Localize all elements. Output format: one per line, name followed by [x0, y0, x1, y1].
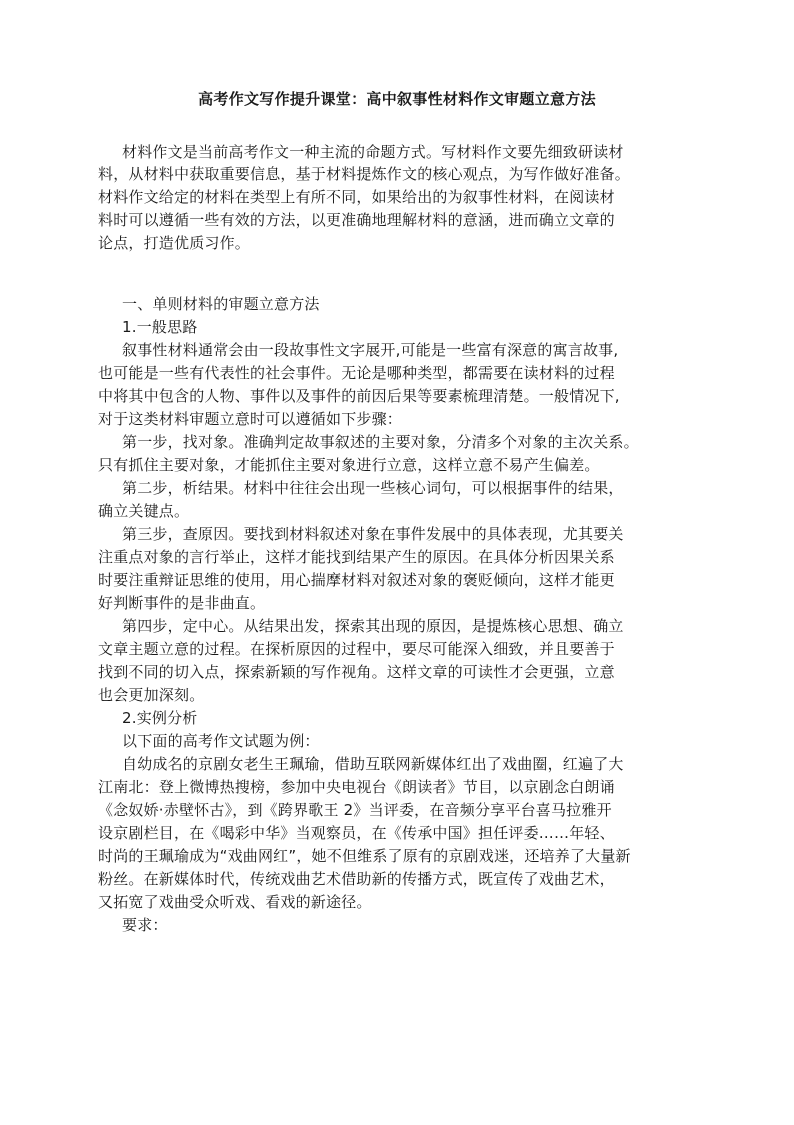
- document-title: 高考作文写作提升课堂：高中叙事性材料作文审题立意方法: [198, 90, 596, 108]
- requirements-label: 要求：: [122, 916, 168, 934]
- paragraph-line: 找到不同的切入点，探索新颖的写作视角。这样文章的可读性才会更强，立意: [98, 663, 615, 681]
- paragraph-line: 以下面的高考作文试题为例：: [122, 732, 320, 750]
- subsection-heading: 1.一般思路: [122, 318, 198, 336]
- paragraph-line: 粉丝。在新媒体时代，传统戏曲艺术借助新的传播方式，既宣传了戏曲艺术，: [98, 870, 615, 888]
- paragraph-line: 材料作文给定的材料在类型上有所不同，如果给出的为叙事性材料，在阅读材: [98, 188, 615, 206]
- paragraph-line: 也可能是一些有代表性的社会事件。无论是哪种类型，都需要在读材料的过程: [98, 364, 615, 382]
- paragraph-line: 文章主题立意的过程。在探析原因的过程中，要尽可能深入细致，并且要善于: [98, 640, 615, 658]
- paragraph-line: 料，从材料中获取重要信息，基于材料提炼作文的核心观点，为写作做好准备。: [98, 165, 631, 183]
- paragraph-line: 对于这类材料审题立意时可以遵循如下步骤：: [98, 410, 403, 428]
- paragraph-line: 第一步，找对象。准确判定故事叙述的主要对象，分清多个对象的主次关系。: [122, 433, 639, 451]
- paragraph-line: 料时可以遵循一些有效的方法，以更准确地理解材料的意涵，进而确立文章的: [98, 211, 615, 229]
- paragraph-line: 注重点对象的言行举止，这样才能找到结果产生的原因。在具体分析因果关系: [98, 548, 615, 566]
- paragraph-line: 也会更加深刻。: [98, 686, 205, 704]
- paragraph-line: 时要注重辩证思维的使用，用心揣摩材料对叙述对象的褒贬倾向，这样才能更: [98, 571, 615, 589]
- paragraph-line: 《念奴娇·赤壁怀古》，到《跨界歌王 2》当评委，在音频分享平台喜马拉雅开: [98, 801, 612, 819]
- paragraph-line: 第三步，查原因。要找到材料叙述对象在事件发展中的具体表现，尤其要关: [122, 525, 624, 543]
- section-heading: 一、单则材料的审题立意方法: [122, 295, 320, 313]
- paragraph-line: 第二步，析结果。材料中往往会出现一些核心词句，可以根据事件的结果，: [122, 479, 624, 497]
- paragraph-line: 好判断事件的是非曲直。: [98, 594, 266, 612]
- paragraph-line: 自幼成名的京剧女老生王珮瑜，借助互联网新媒体红出了戏曲圈，红遍了大: [122, 755, 624, 773]
- paragraph-line: 材料作文是当前高考作文一种主流的命题方式。写材料作文要先细致研读材: [122, 143, 624, 161]
- paragraph-line: 叙事性材料通常会由一段故事性文字展开,可能是一些富有深意的寓言故事,: [122, 341, 619, 359]
- paragraph-line: 只有抓住主要对象，才能抓住主要对象进行立意，这样立意不易产生偏差。: [98, 456, 600, 474]
- paragraph-line: 论点，打造优质习作。: [98, 234, 251, 252]
- paragraph-line: 确立关键点。: [98, 502, 190, 520]
- paragraph-line: 中将其中包含的人物、事件以及事件的前因后果等要素梳理清楚。一般情况下,: [98, 387, 620, 405]
- paragraph-line: 第四步，定中心。从结果出发，探索其出现的原因，是提炼核心思想、确立: [122, 617, 624, 635]
- paragraph-line: 设京剧栏目，在《喝彩中华》当观察员，在《传承中国》担任评委……年轻、: [98, 824, 615, 842]
- paragraph-line: 江南北：登上微博热搜榜，参加中央电视台《朗读者》节目，以京剧念白朗诵: [98, 778, 615, 796]
- paragraph-line: 时尚的王珮瑜成为“戏曲网红”，她不但维系了原有的京剧戏迷，还培养了大量新: [98, 847, 631, 865]
- subsection-heading: 2.实例分析: [122, 709, 198, 727]
- paragraph-line: 又拓宽了戏曲受众听戏、看戏的新途径。: [98, 893, 372, 911]
